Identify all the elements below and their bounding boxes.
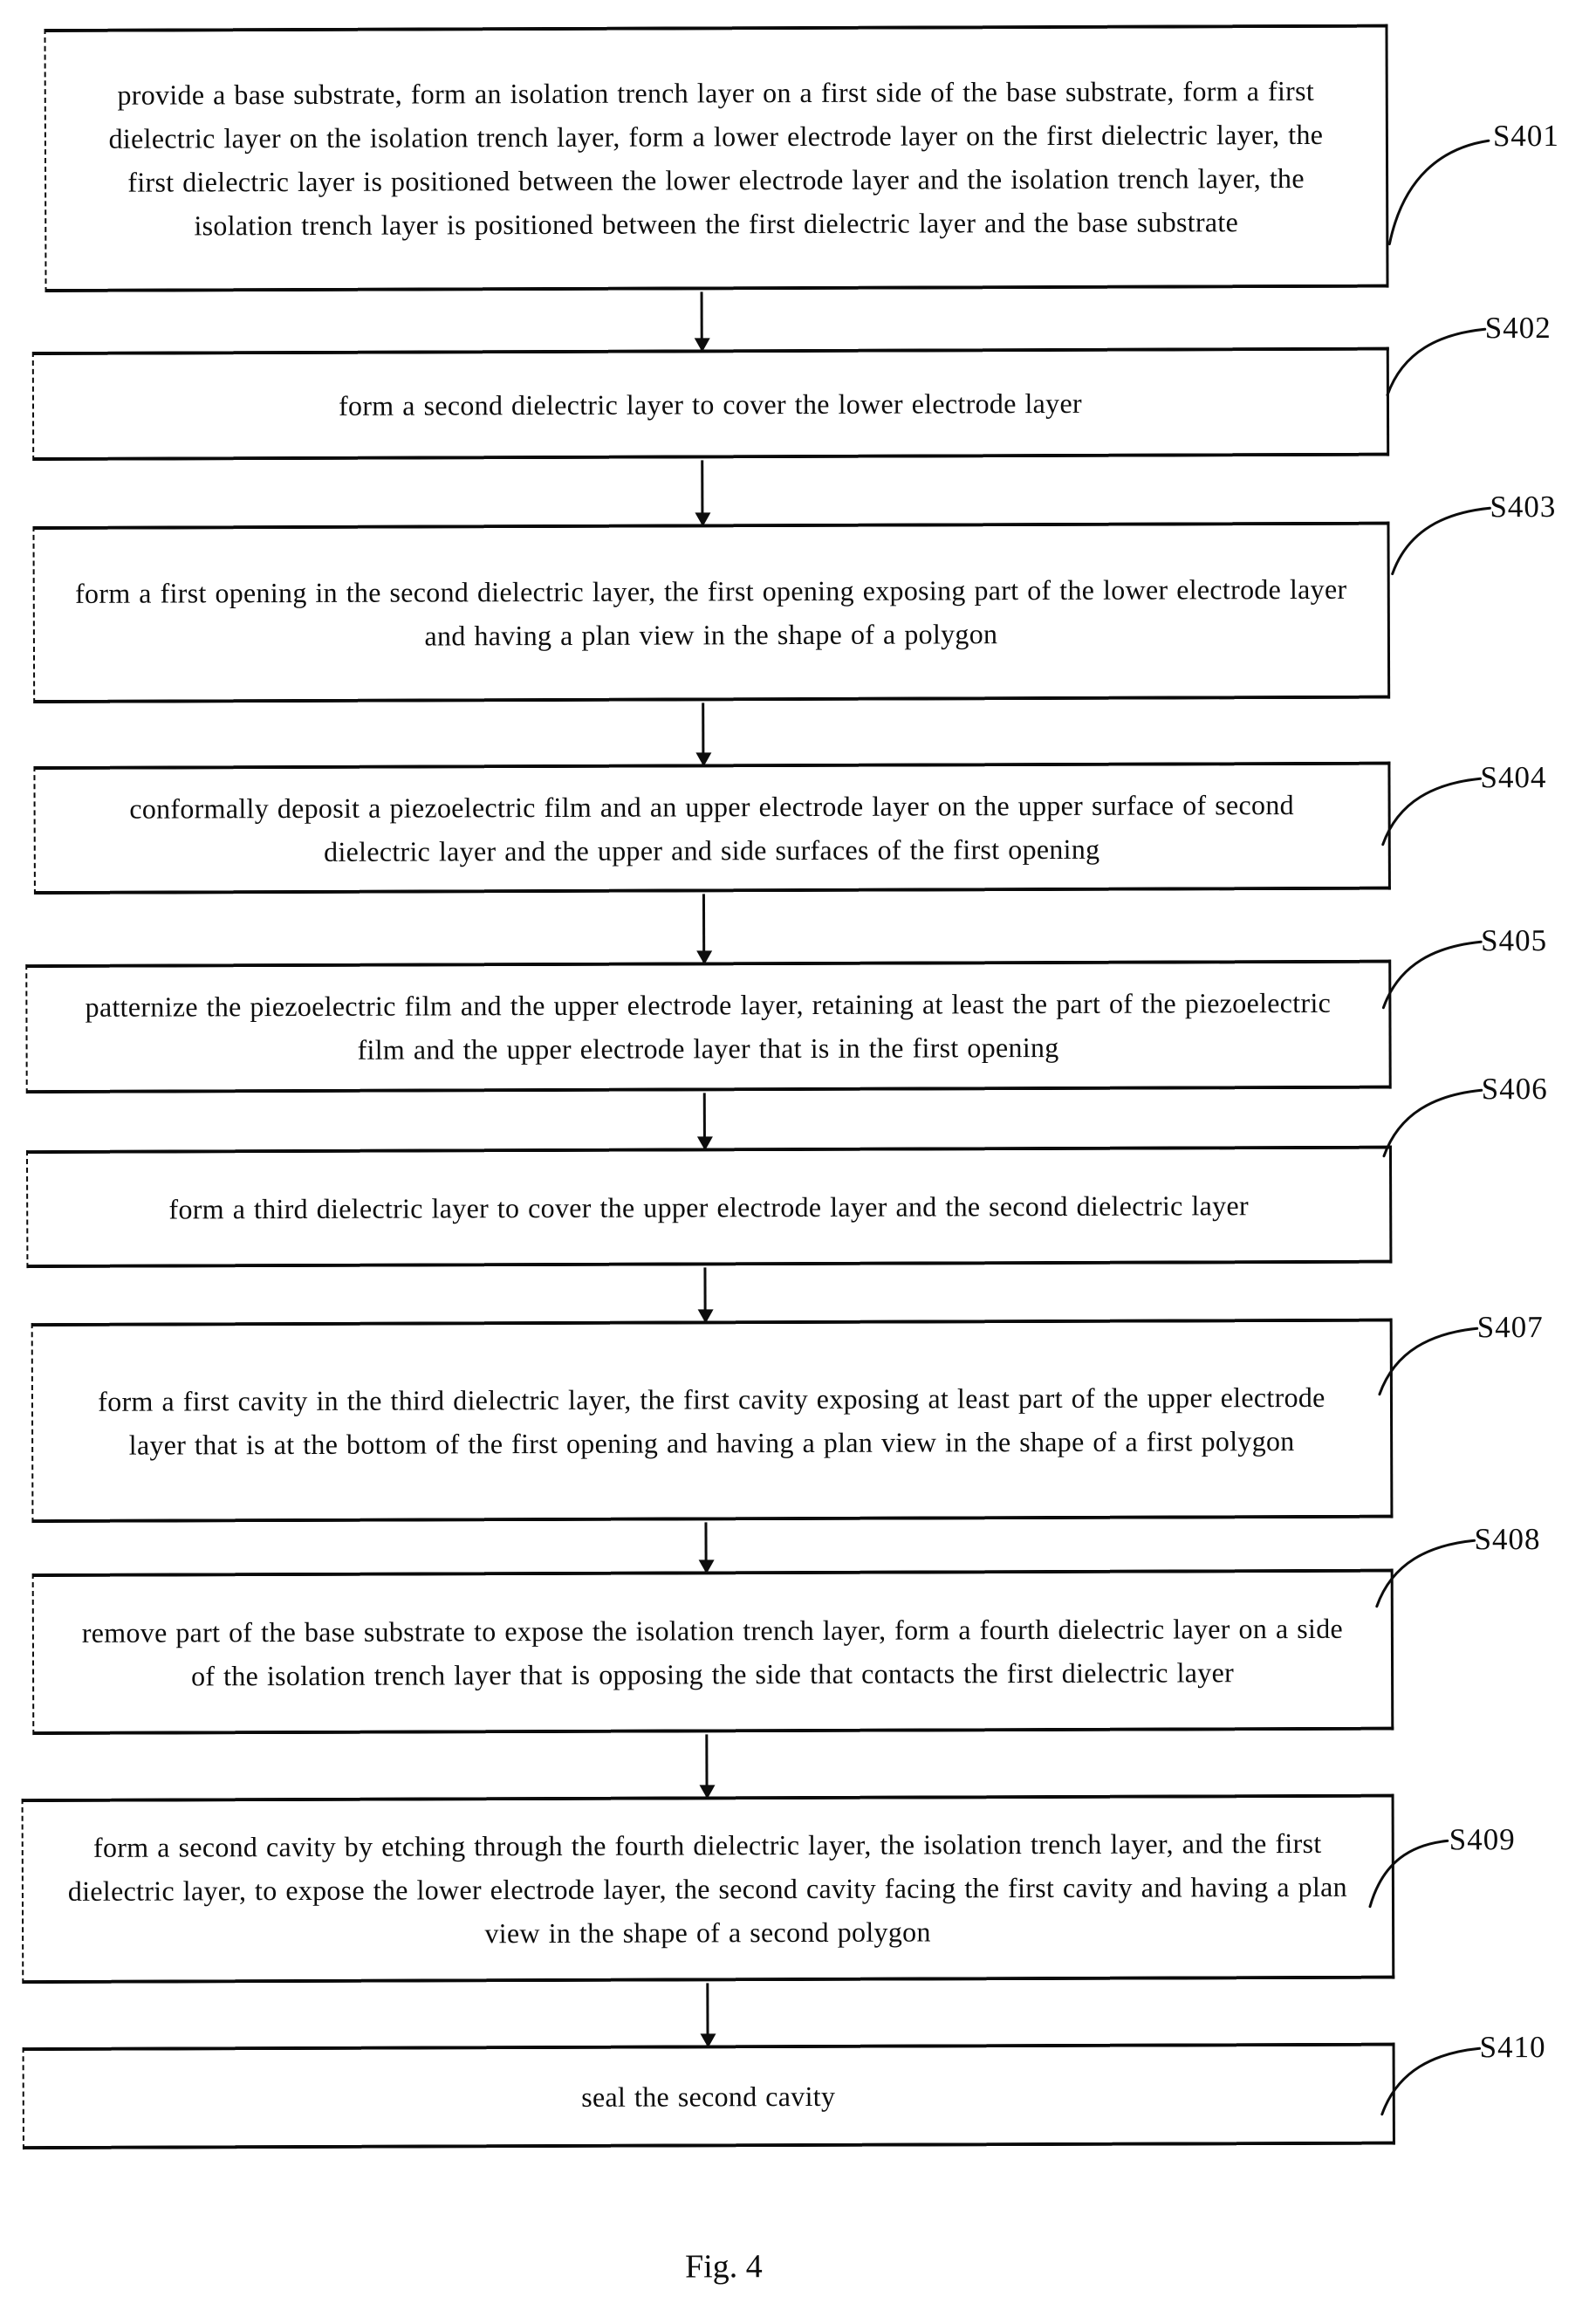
step-text-s407: form a first cavity in the third dielectric layer, the first cavity exposing at least part of the upper electrode layer that is at the bottom of the first opening and having a plan view in the shape of a first polygon [98,1381,1325,1461]
step-label-s410: S410 [1479,2030,1546,2065]
step-label-s401: S401 [1492,118,1559,154]
leader-line-s409 [1364,1836,1451,1910]
step-text-s405: patternize the piezoelectric film and the upper electrode layer, retaining at least the part of the piezoelectric film and the upper electrode layer that is in the first opening [85,986,1332,1066]
step-text-s410: seal the second cavity [581,2080,836,2113]
arrow-icon-s405-s406 [703,1093,706,1148]
step-text-s403: form a first opening in the second dielectric layer, the first opening exposing part of the lower electrode layer and having a plan view in the shape of a polygon [75,572,1347,651]
step-label-s407: S407 [1476,1310,1544,1345]
arrow-icon-s407-s408 [704,1522,707,1571]
step-box-s407 [31,1319,1394,1523]
arrow-icon-s402-s403 [701,460,703,524]
leader-line-s406 [1377,1086,1486,1160]
leader-line-s410 [1375,2044,1484,2118]
arrow-icon-s403-s404 [702,703,704,764]
step-text-s404: conformally deposit a piezoelectric film and an upper electrode layer on the upper surface of second dielectric layer and the upper and side surfaces of the first opening [129,788,1294,867]
step-label-s406: S406 [1481,1072,1548,1107]
leader-line-s403 [1385,504,1494,578]
leader-line-s401 [1384,135,1493,249]
arrow-icon-s408-s409 [705,1734,708,1796]
step-label-s405: S405 [1481,923,1548,958]
figure-caption: Fig. 4 [685,2248,763,2286]
step-box-s410 [23,2043,1395,2149]
step-text-s406: form a third dielectric layer to cover the upper electrode layer and the second dielectric layer [168,1189,1249,1225]
step-label-s404: S404 [1480,760,1547,795]
step-box-s402 [32,347,1389,461]
step-box-s406 [26,1146,1392,1268]
step-box-s408 [32,1569,1394,1735]
step-text-s402: form a second dielectric layer to cover the lower electrode layer [338,387,1082,422]
leader-line-s402 [1380,325,1490,399]
leader-line-s408 [1370,1536,1479,1610]
step-box-s403 [32,522,1390,703]
leader-line-s407 [1373,1324,1482,1398]
step-text-s408: remove part of the base substrate to expose the isolation trench layer, form a fourth dielectric layer on a side of the isolation trench layer that is opposing the side that contacts the first dielectric layer [81,1612,1344,1691]
step-box-s405 [25,960,1392,1093]
step-text-s401: provide a base substrate, form an isolation trench layer on a first side of the base substrate, form a first dielectric layer on the isolation trench layer, form a lower electrode layer on the first dielectric layer, the first dielectric layer is positioned between the lower electrode layer and the isolation trench layer, the isolation trench layer is positioned between the first dielectric layer and the base substrate [108,74,1324,242]
step-box-s404 [33,762,1391,895]
step-text-s409: form a second cavity by etching through the fourth dielectric layer, the isolation trench layer, and the first dielectric layer, to expose the lower electrode layer, the second cavity facing the first cavity and having a plan view in the shape of a second polygon [67,1827,1347,1950]
step-box-s401 [44,24,1388,292]
step-label-s403: S403 [1490,489,1557,524]
step-label-s409: S409 [1449,1822,1516,1857]
step-label-s408: S408 [1474,1522,1541,1557]
leader-line-s404 [1375,774,1484,848]
arrow-icon-s404-s405 [702,894,705,962]
arrow-icon-s409-s410 [706,1983,709,2045]
step-box-s409 [22,1794,1395,1984]
arrow-icon-s401-s402 [701,291,703,349]
step-label-s402: S402 [1484,310,1551,346]
arrow-icon-s406-s407 [703,1267,706,1320]
leader-line-s405 [1376,937,1485,1011]
